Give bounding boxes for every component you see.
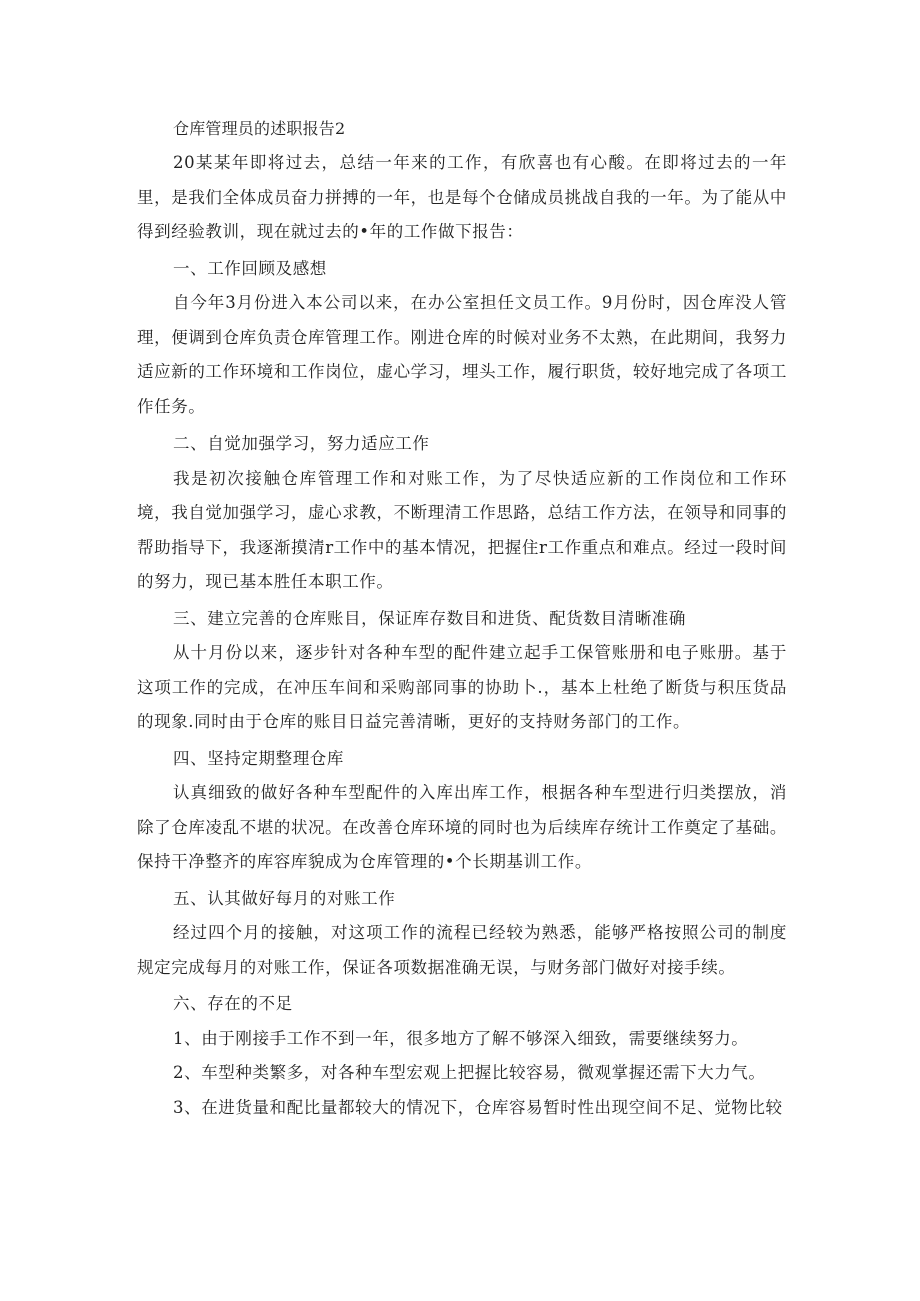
section-heading-1: 一、工作回顾及感想: [173, 258, 327, 278]
intro-paragraph: 20某某年即将过去，总结一年来的工作，有欣喜也有心酸。在即将过去的一年里，是我们全体成员奋力拼搏的一年，也是每个仓储成员挑战自我的一年。为了能从中得到经验教训，现在就过去的•年的工作做下报告：: [137, 153, 787, 241]
document-body: [137, 112, 787, 1125]
section-heading-6: 六、存在的不足: [173, 994, 293, 1013]
section-body-4: 认真细致的做好各种车型配件的入库出库工作，根据各种车型进行归类摆放，消除了仓库凌乱不堪的状况。在改善仓库环境的同时也为后续库存统计工作奠定了基础。保持干净整齐的库容库貌成为仓库管理的•个长期基训工作。: [137, 783, 787, 871]
section-body-3: 从十月份以来，逐步针对各种车型的配件建立起手工保管账册和电子账册。基于这项工作的完成，在冲压车间和采购部同事的协助卜.，基本上杜绝了断货与积压货品的现象.同时由于仓库的账目日益完善清晰，更好的支持财务部门的工作。: [137, 643, 787, 731]
section-body-5: 经过四个月的接触，对这项工作的流程已经较为熟悉，能够严格按照公司的制度规定完成每月的对账工作，保证各项数据准确无误，与财务部门做好对接手续。: [137, 923, 787, 977]
section-body-1: 自今年3月份进入本公司以来，在办公室担任文员工作。9月份时，因仓库没人管理，便调到仓库负责仓库管理工作。刚进仓库的时候对业务不太熟，在此期间，我努力适应新的工作环境和工作岗位，虚心学习，埋头工作，履行职货，较好地完成了各项工作任务。: [137, 293, 787, 416]
list-item: 1、由于刚接手工作不到一年，很多地方了解不够深入细致，需要继续努力。: [173, 1028, 749, 1048]
list-item: 2、车型种类繁多，对各种车型宏观上把握比较容易，微观掌握还需下大力气。: [173, 1063, 766, 1082]
document-title: 仓库管理员的述职报告2: [173, 119, 346, 138]
section-heading-3: 三、建立完善的仓库账目，保证库存数目和进货、配货数目清晰准确: [173, 608, 686, 628]
section-body-2: 我是初次接触仓库管理工作和对账工作，为了尽快适应新的工作岗位和工作环境，我自觉加强学习，虚心求教，不断理清工作思路，总结工作方法，在领导和同事的帮助指导下，我逐渐摸清r工作中的基本情况，把握住r工作重点和难点。经过一段时间的努力，现已基本胜任本职工作。: [137, 468, 787, 591]
list-item: 3、在进货量和配比量都较大的情况下，仓库容易暂时性出现空间不足、觉物比较: [173, 1097, 783, 1117]
section-heading-4: 四、坚持定期整理仓库: [173, 748, 344, 768]
section-heading-2: 二、自觉加强学习，努力适应工作: [173, 434, 430, 453]
section-heading-5: 五、认其做好每月的对账工作: [173, 888, 396, 908]
